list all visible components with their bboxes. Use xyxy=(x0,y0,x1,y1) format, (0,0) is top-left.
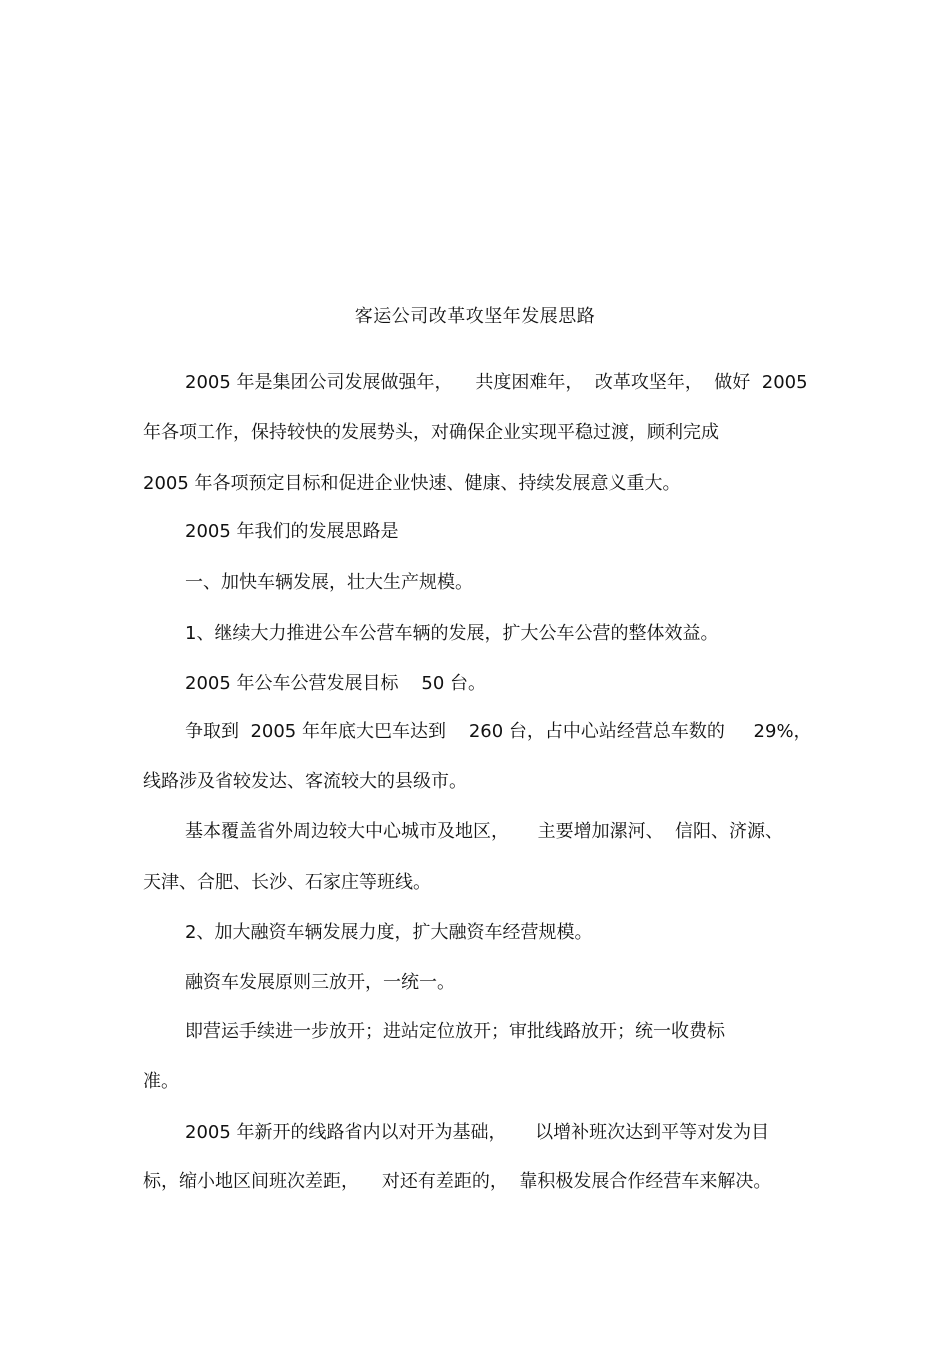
paragraph-line: 即营运手续进一步放开；进站定位放开；审批线路放开；统一收费标 xyxy=(185,1021,725,1042)
paragraph-line: 2005 年各项预定目标和促进企业快速、健康、持续发展意义重大。 xyxy=(143,473,681,494)
paragraph-line: 线路涉及省较发达、客流较大的县级市。 xyxy=(143,771,467,792)
document-title: 客运公司改革攻坚年发展思路 xyxy=(354,306,596,327)
paragraph-line: 融资车发展原则三放开，一统一。 xyxy=(185,972,455,993)
paragraph-line: 基本覆盖省外周边较大中心城市及地区， 主要增加漯河、 信阳、济源、 xyxy=(185,821,784,842)
paragraph-line: 标，缩小地区间班次差距， 对还有差距的， 靠积极发展合作经营车来解决。 xyxy=(143,1171,772,1192)
paragraph-line: 争取到 2005 年年底大巴车达到 260 台，占中心站经营总车数的 29%， xyxy=(185,721,812,742)
subsection-heading: 1、继续大力推进公车公营车辆的发展，扩大公车公营的整体效益。 xyxy=(185,623,719,644)
paragraph-line: 2005 年是集团公司发展做强年， 共度困难年， 改革攻坚年， 做好 2005 xyxy=(185,372,808,393)
paragraph-line: 2005 年新开的线路省内以对开为基础， 以增补班次达到平等对发为目 xyxy=(185,1122,770,1143)
paragraph-line: 天津、合肥、长沙、石家庄等班线。 xyxy=(143,872,431,893)
paragraph-line: 2005 年公车公营发展目标 50 台。 xyxy=(185,673,487,694)
paragraph-line: 准。 xyxy=(143,1071,179,1092)
section-heading: 一、加快车辆发展，壮大生产规模。 xyxy=(185,572,473,593)
subsection-heading: 2、加大融资车辆发展力度，扩大融资车经营规模。 xyxy=(185,922,593,943)
paragraph-line: 年各项工作，保持较快的发展势头，对确保企业实现平稳过渡，顾利完成 xyxy=(143,422,719,443)
paragraph-line: 2005 年我们的发展思路是 xyxy=(185,521,399,542)
